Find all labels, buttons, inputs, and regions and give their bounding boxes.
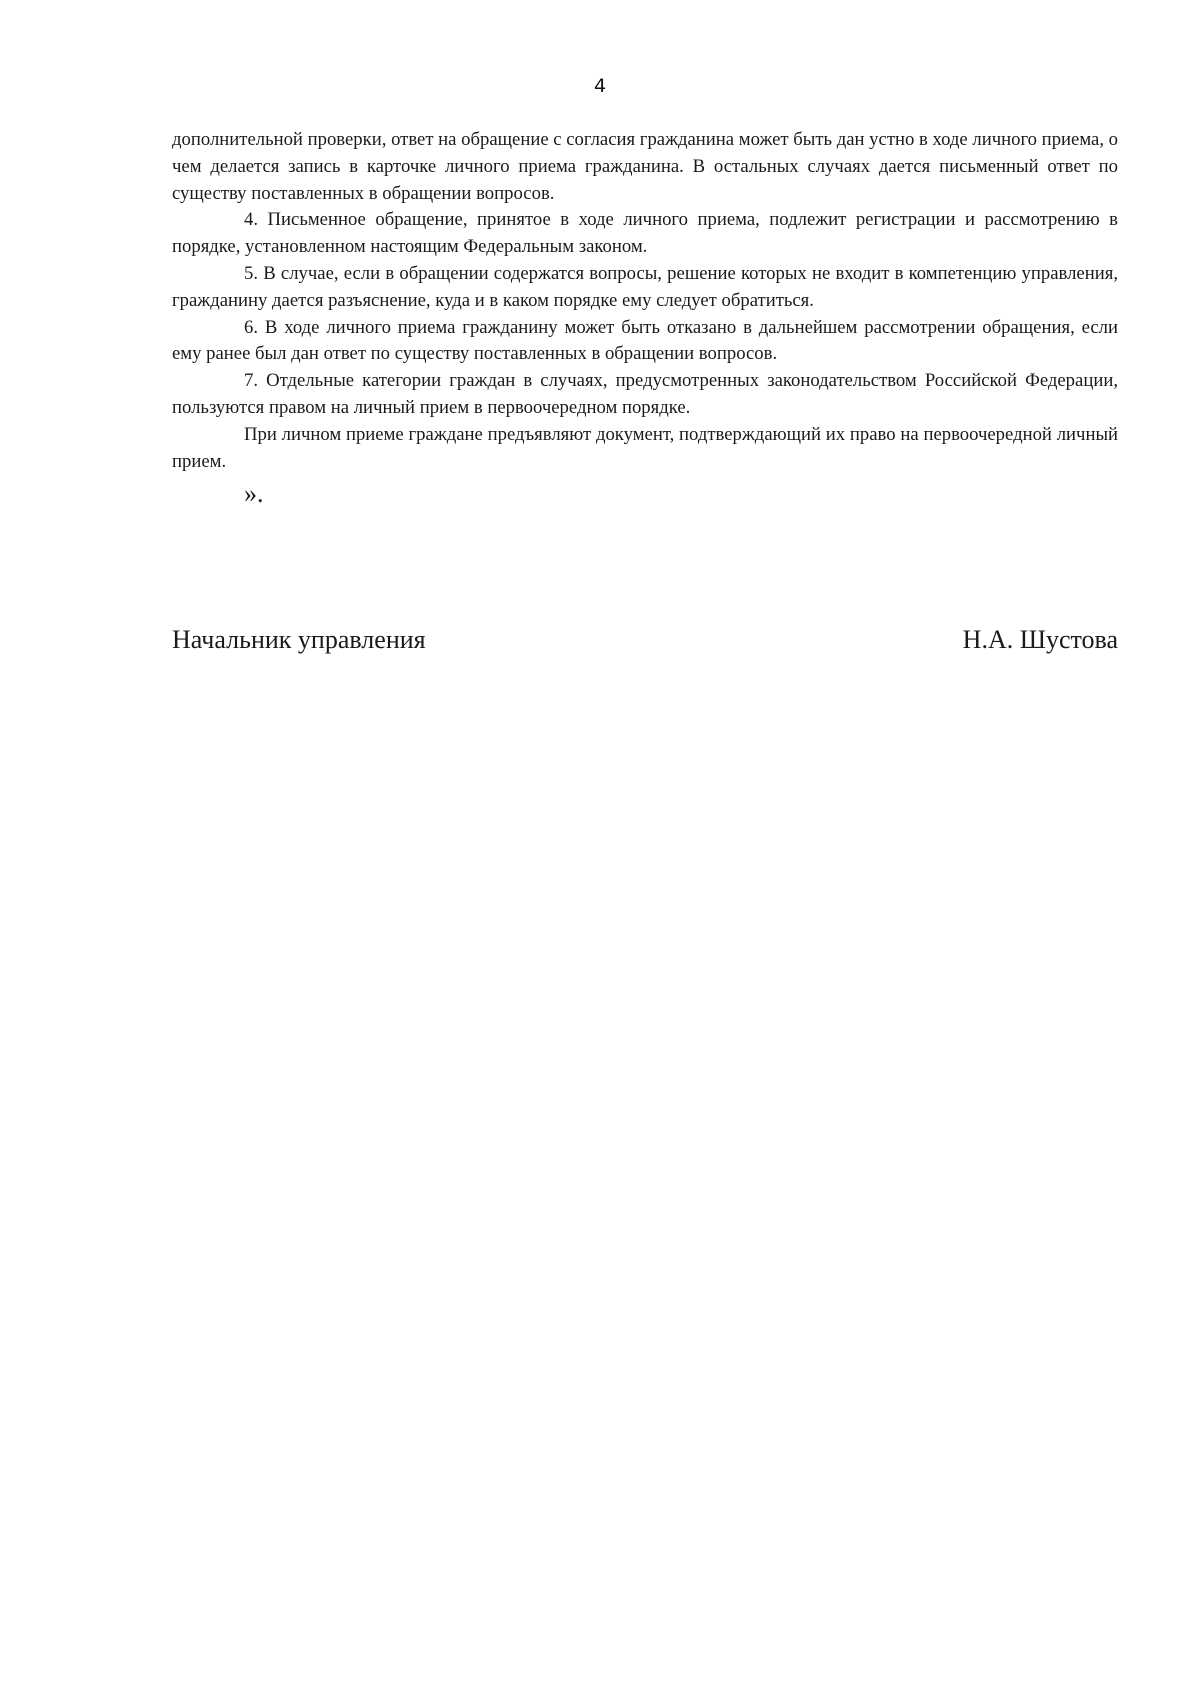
page-number: 4 — [593, 75, 607, 97]
paragraph-item-6: 6. В ходе личного приема гражданину может быть отказано в дальнейшем рассмотрении обращения, если ему ранее был дан ответ по существу поставленных в обращении вопросов. — [172, 316, 1118, 365]
paragraph-priority-document: При личном приеме граждане предъявляют документ, подтверждающий их право на первоочередной личный прием. — [172, 423, 1118, 472]
closing-quote: ». — [244, 479, 264, 508]
signature-name: Н.А. Шустова — [962, 625, 1118, 654]
paragraph-item-4: 4. Письменное обращение, принятое в ходе личного приема, подлежит регистрации и рассмотрению в порядке, установленном настоящим Федеральным законом. — [172, 209, 1118, 258]
paragraph-continuation: дополнительной проверки, ответ на обращение с согласия гражданина может быть дан устно в ходе личного приема, о чем делается запись в карточке личного приема гражданина. В остальных случаях дается письменный ответ по существу поставленных в обращении вопросов. — [172, 129, 1119, 204]
paragraph-item-7: 7. Отдельные категории граждан в случаях, предусмотренных законодательством Российской Федерации, пользуются правом на личный прием в первоочередном порядке. — [172, 370, 1118, 418]
paragraph-item-5: 5. В случае, если в обращении содержатся вопросы, решение которых не входит в компетенцию управления, гражданину дается разъяснение, куда и в каком порядке ему следует обратиться. — [172, 262, 1118, 311]
document-body — [172, 127, 1118, 475]
signature-title: Начальник управления — [172, 625, 426, 654]
